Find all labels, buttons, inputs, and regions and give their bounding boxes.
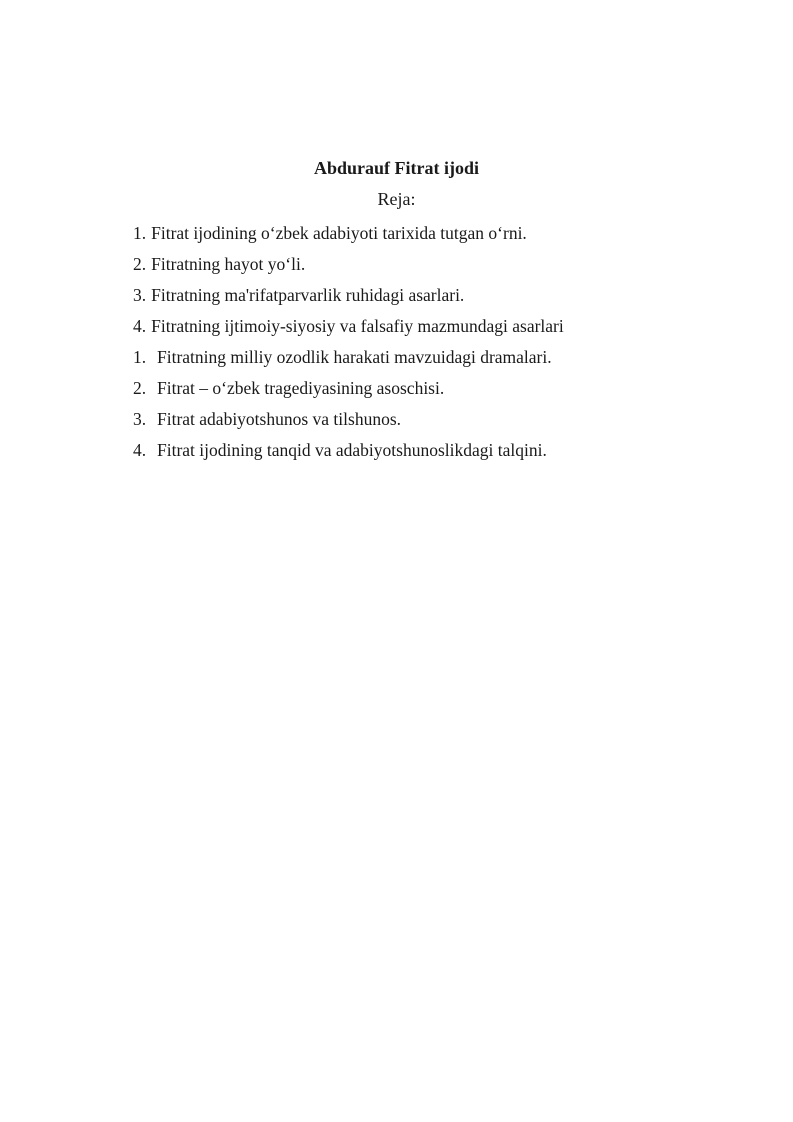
plan-item-number: 4. [133,316,147,336]
plan-item-text: Fitrat – o‘zbek tragediyasining asoschisi. [157,378,445,398]
plan-item-text: Fitratning ijtimoiy-siyosiy va falsafiy mazmundagi asarlari [151,316,564,336]
plan-item [133,435,564,466]
plan-item-text: Fitratning milliy ozodlik harakati mavzuidagi dramalari. [157,347,552,367]
plan-item [133,404,564,435]
plan-item [133,280,564,311]
plan-item-text: Fitrat ijodining tanqid va adabiyotshunoslikdagi talqini. [157,440,547,460]
plan-item-number: 3. [133,409,147,429]
plan-item [133,373,564,404]
plan-item-text: Fitrat ijodining o‘zbek adabiyoti tarixida tutgan o‘rni. [151,223,527,243]
plan-list [133,218,564,466]
plan-heading: Reja: [377,189,416,209]
plan-item [133,311,564,342]
plan-item [133,249,564,280]
plan-item-number: 3. [133,285,147,305]
plan-item-number: 2. [133,378,147,398]
plan-item-number: 1. [133,347,147,367]
document-title: Abdurauf Fitrat ijodi [313,158,479,178]
plan-item-text: Fitrat adabiyotshunos va tilshunos. [157,409,402,429]
plan-item-number: 4. [133,440,147,460]
plan-item-text: Fitratning ma'rifatparvarlik ruhidagi asarlari. [151,285,465,305]
plan-item-number: 1. [133,223,147,243]
plan-item [133,342,564,373]
plan-item-number: 2. [133,254,147,274]
plan-item-text: Fitratning hayot yo‘li. [151,254,306,274]
plan-item [133,218,564,249]
